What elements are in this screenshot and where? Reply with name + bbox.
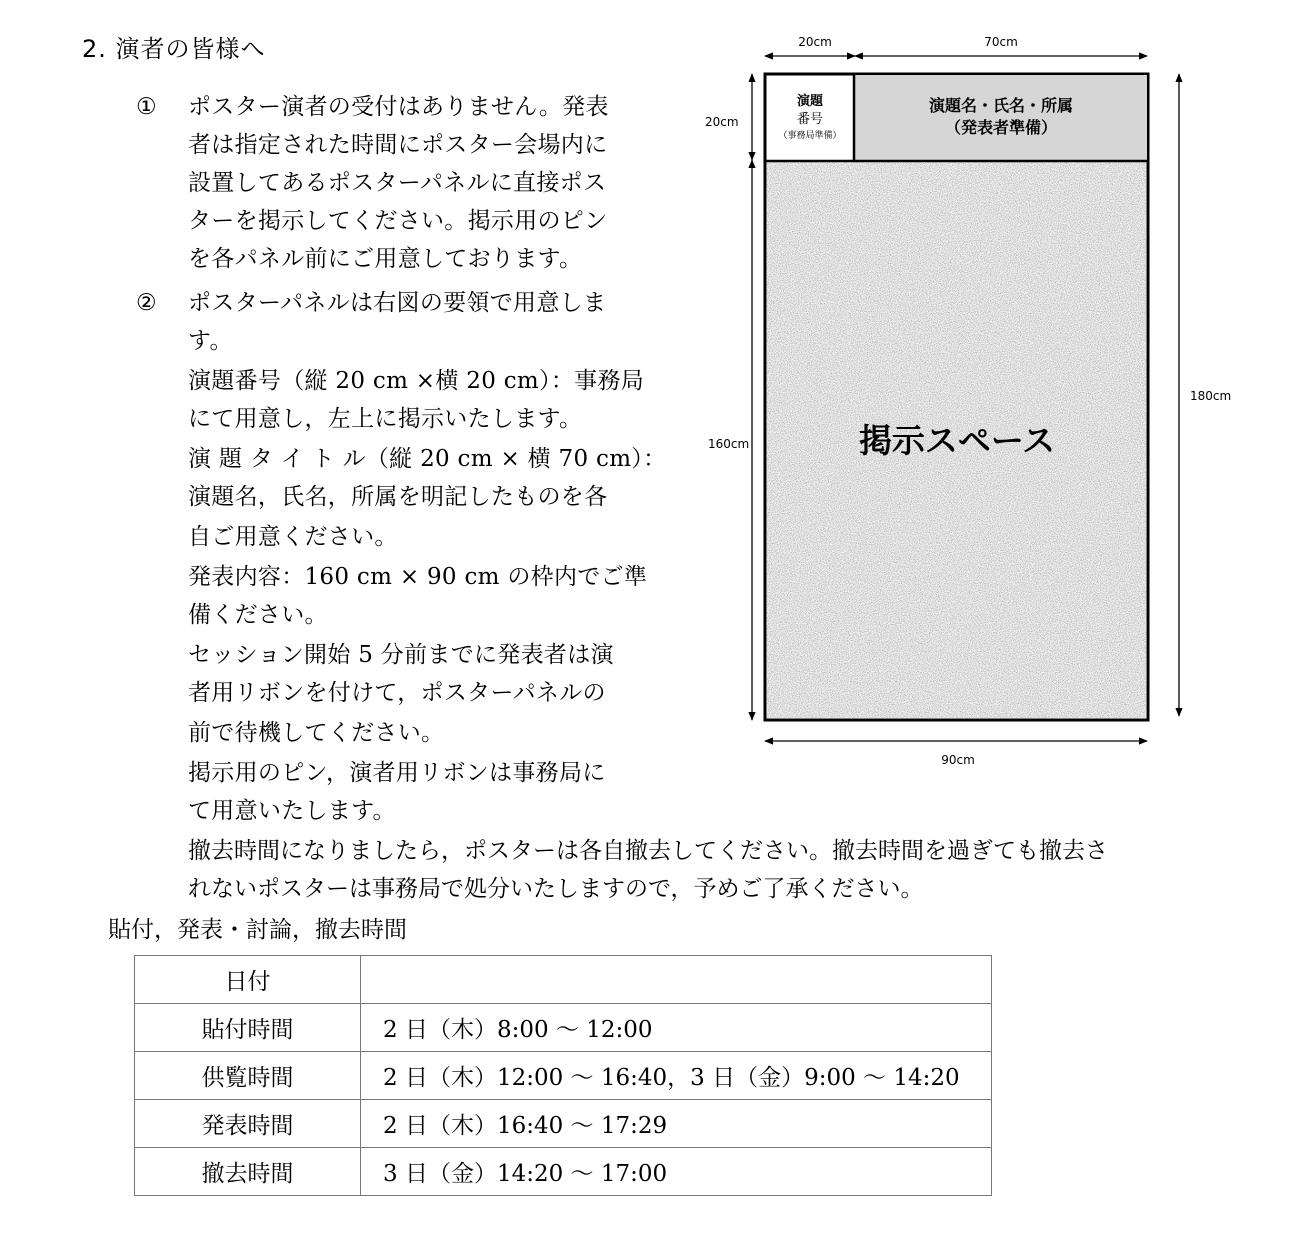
item2-line: れないポスターは事務局で処分いたしますので，予めご了承ください。 [188,876,924,902]
table-row [135,1004,992,1052]
item2-line: 演題名，氏名，所属を明記したものを各 [188,484,608,510]
row-value: 3 日（金）14:20 ～ 17:00 [361,1148,992,1196]
item-marker-1: ① [136,94,157,120]
row-label: 発表時間 [135,1100,361,1148]
row-value: 2 日（木）8:00 ～ 12:00 [361,1004,992,1052]
table-header-row [135,956,992,1004]
dim-label-right: 180cm [1190,389,1232,403]
poster-panel-diagram [695,28,1255,778]
number-box-note: （事務局準備） [778,131,842,141]
table-row [135,1052,992,1100]
item2-line: 撤去時間になりましたら，ポスターは各自撤去してください。撤去時間を過ぎても撤去さ [188,838,1108,864]
row-value: 2 日（木）16:40 ～ 17:29 [361,1100,992,1148]
header-cell-value [361,956,992,1004]
item2-line: 掲示用のピン，演者用リボンは事務局に [188,760,606,786]
item1-line: 設置してあるポスターパネルに直接ポス [188,170,607,196]
item2-line: 前で待機してください。 [188,720,445,746]
item2-line: にて用意し，左上に掲示いたします。 [188,406,583,432]
item1-line: ポスター演者の受付はありません。発表 [188,94,609,120]
item2-line: ポスターパネルは右図の要領で用意しま [188,290,607,316]
title-box-label: 演題名・氏名・所属 [928,96,1074,115]
dim-label-left-top: 20cm [705,115,739,129]
item2-line: 自ご用意ください。 [188,524,398,550]
item-marker-2: ② [136,290,157,316]
item2-line: 演 題 タ イ ト ル（縦 20 cm × 横 70 cm）： [188,446,667,472]
section-heading: 2. 演者の皆様へ [82,35,266,63]
item1-line: 者は指定された時間にポスター会場内に [188,132,608,158]
display-space-label: 掲示スペース [858,421,1056,460]
row-label: 撤去時間 [135,1148,361,1196]
table-row [135,1148,992,1196]
row-label: 貼付時間 [135,1004,361,1052]
item2-line: す。 [188,328,233,354]
dim-label-left-bottom: 160cm [708,437,750,451]
dim-label-bottom: 90cm [941,753,975,767]
item2-line: セッション開始 5 分前までに発表者は演 [188,642,614,668]
item2-line: 者用リボンを付けて，ポスターパネルの [188,680,606,706]
item1-line: を各パネル前にご用意しております。 [188,246,583,272]
item2-line: 発表内容：160 cm × 90 cm の枠内でご準 [188,564,648,590]
row-value: 2 日（木）12:00 ～ 16:40，3 日（金）9:00 ～ 14:20 [361,1052,992,1100]
item2-line: 備ください。 [188,602,328,628]
table-caption: 貼付，発表・討論，撤去時間 [108,917,407,943]
item2-line: て用意いたします。 [188,798,396,824]
title-box-note: （発表者準備） [944,118,1058,137]
number-box-label: 番号 [796,112,824,127]
item2-line: 演題番号（縦 20 cm ×横 20 cm）：事務局 [188,368,645,394]
table-row [135,1100,992,1148]
dim-label-top-right: 70cm [984,35,1018,49]
dim-label-top-left: 20cm [798,35,832,49]
number-box-label: 演題 [796,94,824,109]
item1-line: ターを掲示してください。掲示用のピン [188,208,608,234]
schedule-table [134,955,992,1196]
header-cell-date: 日付 [135,956,361,1004]
row-label: 供覧時間 [135,1052,361,1100]
